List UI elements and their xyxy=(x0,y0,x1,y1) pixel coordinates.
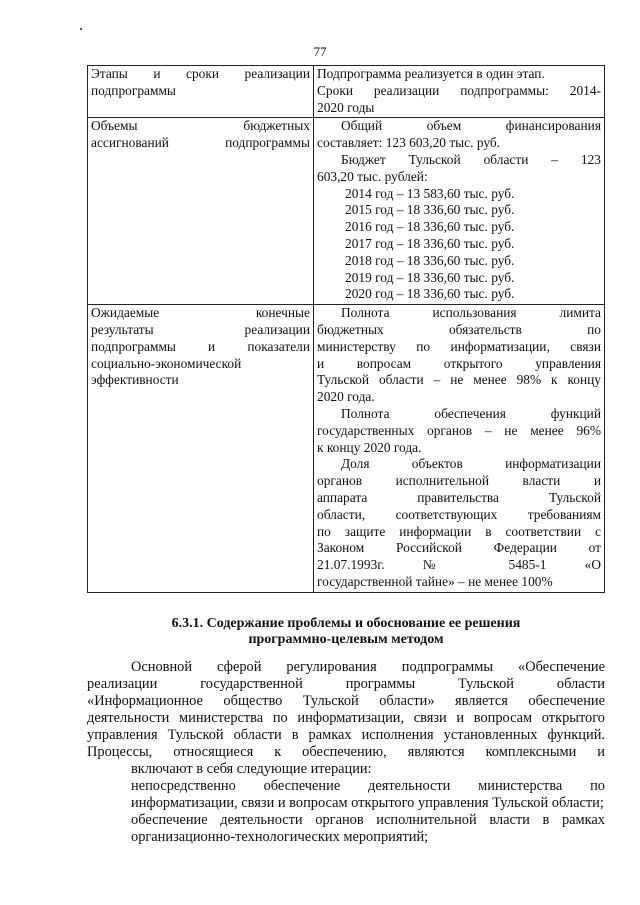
year-line: 2020 год – 18 336,60 тыс. руб. xyxy=(345,286,515,302)
heading-line: программно-целевым методом xyxy=(248,632,444,647)
table-row xyxy=(88,118,605,305)
value-line: области, соответствующих требованиям xyxy=(317,506,601,522)
label-line: ассигнований подпрограммы xyxy=(91,135,310,151)
text-line: информатизации, связи и вопросам открытого управления Тульской области; xyxy=(131,795,604,811)
value-line: бюджетных обязательств по xyxy=(317,321,601,337)
label-line: социально-экономической xyxy=(91,355,242,371)
value-line: Сроки реализации подпрограммы: 2014- xyxy=(317,82,601,98)
value-line: Законом Российской Федерации от xyxy=(317,540,601,556)
value-line: 2020 годы xyxy=(317,99,375,115)
value-line: 21.07.1993г. № 5485-1 «О xyxy=(317,557,601,573)
value-line: и вопросам открытого управления xyxy=(317,355,601,371)
value-line: Бюджет Тульской области – 123 xyxy=(341,151,601,167)
value-line: по защите информации в соответствии с xyxy=(317,523,601,539)
text-line: непосредственно обеспечение деятельности министерства по xyxy=(131,778,605,794)
row-label-stages xyxy=(88,66,314,118)
text-line: включают в себя следующие итерации: xyxy=(131,761,372,777)
section-heading xyxy=(87,616,605,648)
label-line: Этапы и сроки реализации xyxy=(91,66,310,81)
value-line: государственной тайне» – не менее 100% xyxy=(317,573,553,589)
value-line: Общий объем финансирования xyxy=(341,118,601,134)
value-line: аппарата правительства Тульской xyxy=(317,489,601,505)
value-line: Полнота использования лимита xyxy=(341,305,601,321)
label-line: эффективности xyxy=(91,372,179,388)
row-label-budget xyxy=(88,118,314,305)
label-line: Ожидаемые конечные xyxy=(91,305,310,321)
value-line: 2020 года. xyxy=(317,389,375,405)
row-value-stages xyxy=(314,66,605,118)
text-line: организационно-технологических мероприятий; xyxy=(131,829,429,845)
row-label-results xyxy=(88,305,314,593)
value-line: министерству по информатизации, связи xyxy=(317,338,601,354)
text-line: «Информационное общество Тульской области» является обеспечение xyxy=(87,693,605,709)
value-line: органов исполнительной власти и xyxy=(317,473,601,489)
year-line: 2016 год – 18 336,60 тыс. руб. xyxy=(345,219,515,235)
year-line: 2017 год – 18 336,60 тыс. руб. xyxy=(345,235,515,251)
paragraph xyxy=(87,778,605,812)
value-line: 603,20 тыс. рублей: xyxy=(317,168,428,184)
table-row xyxy=(88,305,605,593)
page-number: 77 xyxy=(313,44,327,59)
label-line: подпрограммы xyxy=(91,82,176,98)
year-line: 2018 год – 18 336,60 тыс. руб. xyxy=(345,252,515,268)
value-line: Доля объектов информатизации xyxy=(341,456,601,472)
value-line: Подпрограмма реализуется в один этап. xyxy=(317,66,545,81)
text-line: Основной сферой регулирования подпрограммы «Обеспечение xyxy=(131,659,605,675)
text-line: деятельности министерства по информатизации, связи и вопросам открытого xyxy=(87,710,605,726)
paragraph xyxy=(87,659,605,778)
year-line: 2014 год – 13 583,60 тыс. руб. xyxy=(345,185,515,201)
text-line: обеспечение деятельности органов исполнительной власти в рамках xyxy=(131,812,605,828)
row-value-results xyxy=(314,305,605,593)
text-line: Процессы, относящиеся к обеспечению, являются комплексными и xyxy=(87,744,605,760)
row-value-budget xyxy=(314,118,605,305)
value-line: к концу 2020 года. xyxy=(317,439,422,455)
value-line: государственных органов – не менее 96% xyxy=(317,422,601,438)
subprogram-passport-table xyxy=(87,65,605,593)
year-line: 2015 год – 18 336,60 тыс. руб. xyxy=(345,202,515,218)
table-row xyxy=(88,66,605,118)
body-text xyxy=(87,659,605,846)
label-line: Объемы бюджетных xyxy=(91,118,310,134)
label-line: подпрограммы и показатели xyxy=(91,338,310,354)
paragraph xyxy=(87,812,605,846)
text-line: реализации государственной программы Тульской области xyxy=(87,676,605,692)
label-line: результаты реализации xyxy=(91,321,310,337)
value-line: Полнота обеспечения функций xyxy=(341,405,601,421)
scan-speck xyxy=(80,28,82,30)
text-line: управления Тульской области в рамках исполнения установленных функций. xyxy=(87,727,605,743)
value-line: Тульской области – не менее 98% к концу xyxy=(317,372,601,388)
value-line: составляет: 123 603,20 тыс. руб. xyxy=(317,135,501,151)
heading-line: 6.3.1. Содержание проблемы и обоснование ее решения xyxy=(171,616,521,631)
year-line: 2019 год – 18 336,60 тыс. руб. xyxy=(345,269,515,285)
